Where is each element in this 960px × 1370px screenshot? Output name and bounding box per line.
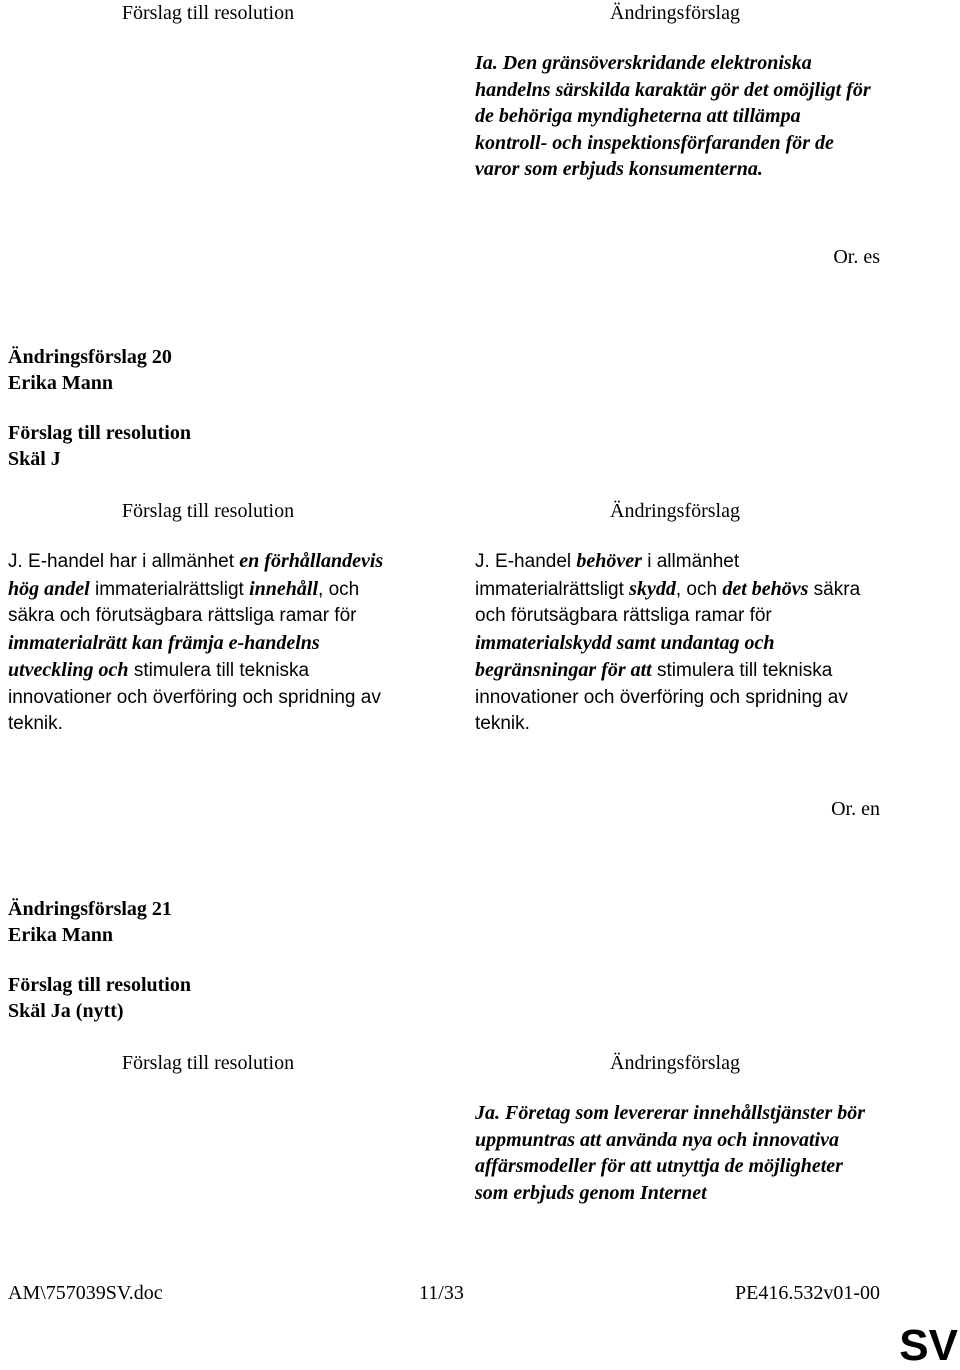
amendment-target: Förslag till resolution	[8, 422, 191, 444]
deleted-text: immaterialrätt kan främja e-handelns utveckling och	[8, 631, 320, 681]
column-header-amendment: Ändringsförslag	[610, 500, 740, 522]
deleted-text: innehåll	[249, 577, 319, 600]
inserted-text: skydd	[629, 577, 676, 600]
footer-document-id: AM\757039SV.doc	[8, 1282, 163, 1304]
inserted-text: behöver	[576, 550, 642, 572]
original-text	[8, 548, 408, 738]
amendment-text: Ja. Företag som levererar innehållstjänster bör uppmuntras att använda nya och innovativa affärsmodeller för att utnyttja de möjligheter som erbjuds genom Internet	[475, 1102, 866, 1204]
amendment-author: Erika Mann	[8, 924, 114, 946]
original-language: Or. es	[833, 246, 880, 268]
text-segment: J. E-handel har i allmänhet	[8, 551, 240, 572]
amendment-title: Ändringsförslag 20	[8, 346, 172, 368]
column-header-resolution: Förslag till resolution	[121, 2, 295, 24]
text-segment: i allmänhet immaterialrättsligt	[475, 551, 740, 600]
text-segment: , och säkra och förutsägbara rättsliga ramar för	[8, 578, 360, 626]
language-code: SV	[899, 1321, 958, 1370]
text-segment: , och	[675, 578, 723, 600]
amendment-target-section: Skäl J	[8, 448, 61, 470]
inserted-text: det behövs	[722, 577, 809, 600]
amendment-target-section: Skäl Ja (nytt)	[8, 1000, 124, 1022]
amendment-title: Ändringsförslag 21	[8, 898, 172, 920]
column-header-resolution: Förslag till resolution	[121, 500, 295, 522]
amendment-target: Förslag till resolution	[8, 974, 191, 996]
text-segment: säkra och förutsägbara rättsliga ramar för	[475, 578, 861, 626]
inserted-text: immaterialskydd samt undantag och begränsningar för att	[475, 631, 775, 681]
text-segment: stimulera till tekniska innovationer och överföring och spridning av teknik.	[8, 660, 381, 734]
original-language: Or. en	[831, 798, 880, 820]
column-header-amendment: Ändringsförslag	[610, 1052, 740, 1074]
amended-text	[475, 548, 875, 738]
text-segment: stimulera till tekniska innovationer och överföring och spridning av teknik.	[475, 660, 848, 734]
amendment-text: Ia. Den gränsöverskridande elektroniska handelns särskilda karaktär gör det omöjligt för de behöriga myndigheterna att tillämpa kontroll- och inspektionsförfaranden för de varor som erbjuds konsumenterna.	[475, 52, 871, 180]
amendment-author: Erika Mann	[8, 372, 114, 394]
column-header-amendment: Ändringsförslag	[610, 2, 740, 24]
text-segment: immaterialrättsligt	[89, 578, 250, 600]
footer-page-number: 11/33	[419, 1282, 464, 1304]
column-header-resolution: Förslag till resolution	[121, 1052, 295, 1074]
text-segment: J. E-handel	[475, 551, 577, 572]
footer-reference: PE416.532v01-00	[735, 1282, 880, 1304]
deleted-text: en förhållandevis hög andel	[8, 550, 384, 600]
